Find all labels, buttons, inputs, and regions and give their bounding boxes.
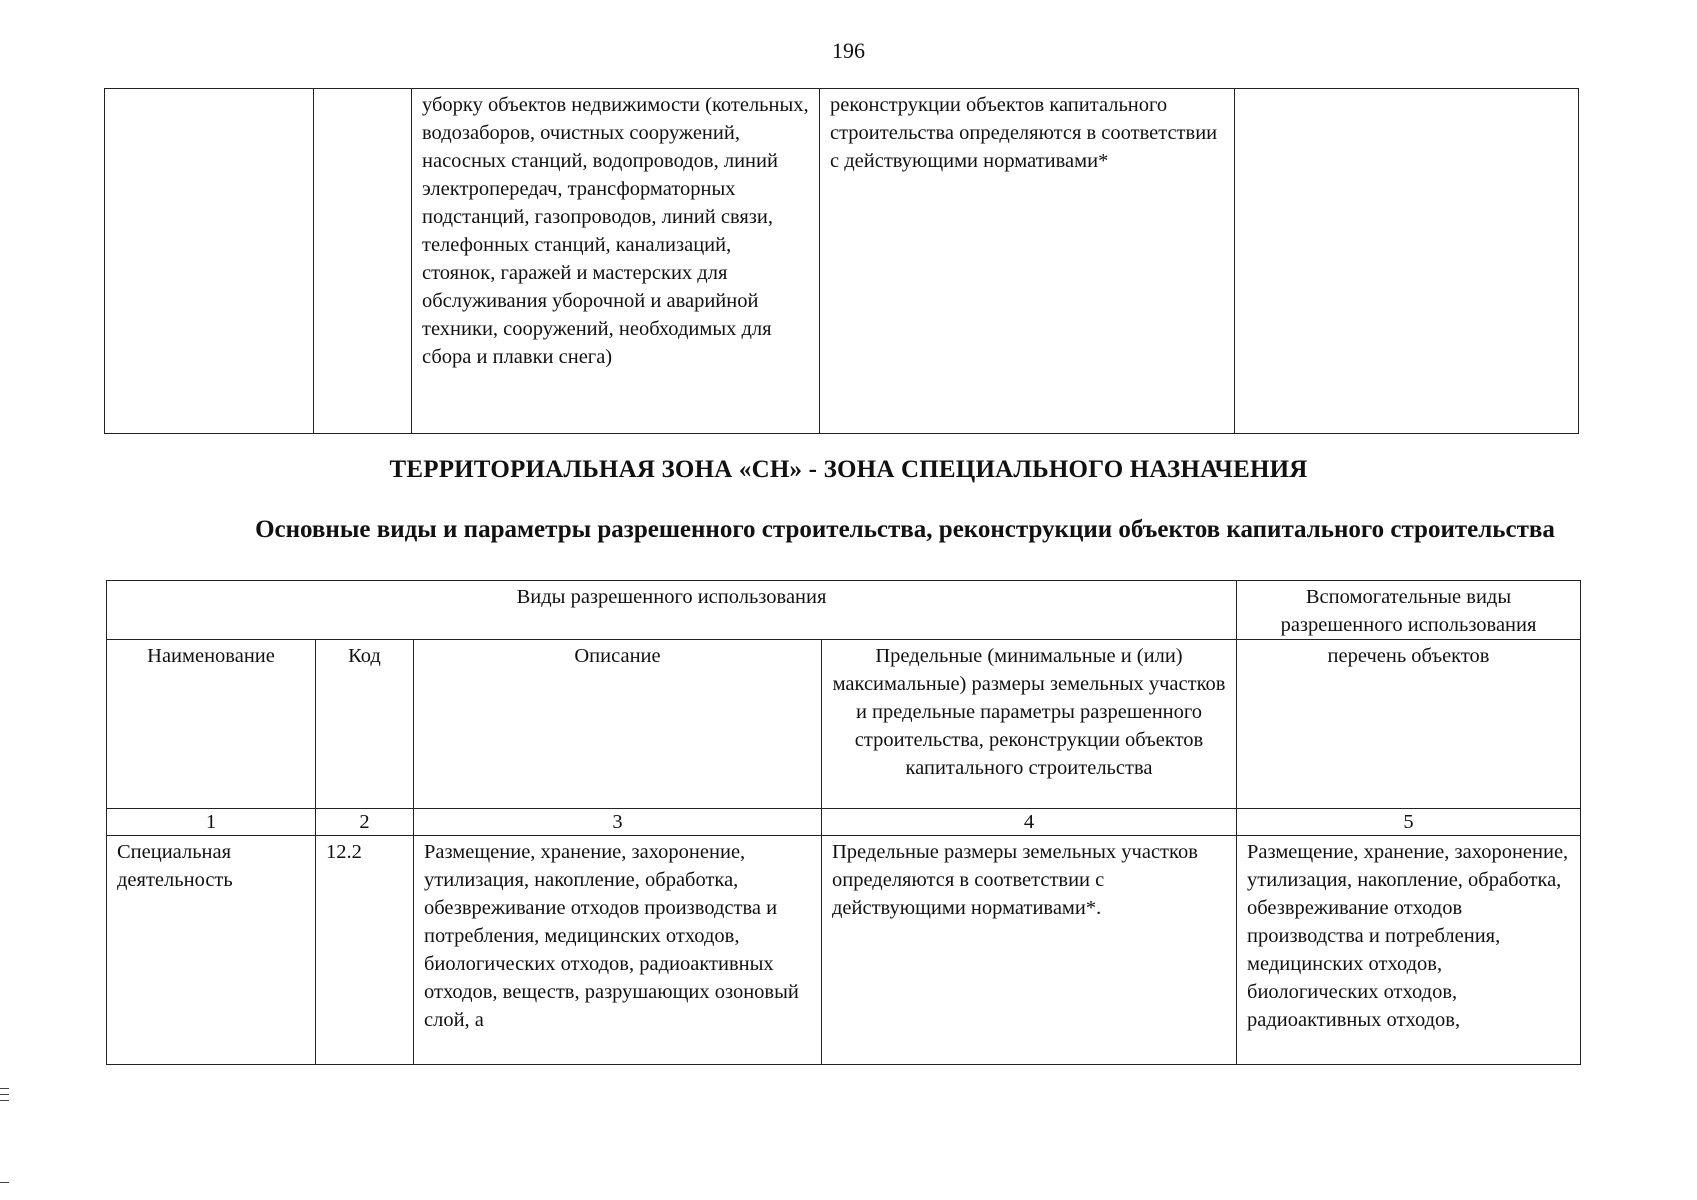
table-row [107,836,1581,1065]
header-row-numbers [107,809,1581,836]
main-table [106,580,1581,1065]
column-number: 4 [822,809,1237,836]
cell-description: Размещение, хранение, захоронение, утилизация, накопление, обработка, обезвреживание отходов производства и потребления, медицинских отходов, биологических отходов, радиоактивных отходов, веществ, разрушающих озоновый слой, а [414,836,822,1065]
column-number: 3 [414,809,822,836]
margin-mark [0,1088,9,1089]
table-row [105,89,1579,434]
section-subtitle: Основные виды и параметры разрешенного строительства, реконструкции объектов капитального строительства [255,516,1555,543]
cell-code [314,89,412,434]
column-number: 1 [107,809,316,836]
aux-group-header: Вспомогательные виды разрешенного использования [1237,581,1581,640]
cell-parameters: Предельные размеры земельных участков определяются в соответствии с действующими нормативами*. [822,836,1237,1065]
cell-auxiliary: Размещение, хранение, захоронение, утилизация, накопление, обработка, обезвреживание отходов производства и потребления, медицинских отходов, биологических отходов, радиоактивных отходов, [1237,836,1581,1065]
margin-mark [0,1100,9,1101]
header-row-columns [107,640,1581,809]
cell-parameters: реконструкции объектов капитального строительства определяются в соответствии с действующими нормативами* [820,89,1235,434]
continuation-table [104,88,1579,434]
margin-mark [0,1094,9,1095]
column-header-code: Код [316,640,414,809]
page-number: 196 [832,38,865,63]
column-header-parameters: Предельные (минимальные и (или) максимальные) размеры земельных участков и предельные параметры разрешенного строительства, реконструкции объектов капитального строительства [822,640,1237,809]
margin-mark [0,1182,9,1183]
group-header: Виды разрешенного использования [107,581,1237,640]
cell-auxiliary [1235,89,1579,434]
cell-name: Специальная деятельность [107,836,316,1065]
column-header-description: Описание [414,640,822,809]
cell-description: уборку объектов недвижимости (котельных, водозаборов, очистных сооружений, насосных станций, водопроводов, линий электропередач, трансформаторных подстанций, газопроводов, линий связи, телефонных станций, канализаций, стоянок, гаражей и мастерских для обслуживания уборочной и аварийной техники, сооружений, необходимых для сбора и плавки снега) [412,89,820,434]
column-number: 5 [1237,809,1581,836]
column-header-aux-list: перечень объектов [1237,640,1581,809]
column-number: 2 [316,809,414,836]
cell-code: 12.2 [316,836,414,1065]
column-header-name: Наименование [107,640,316,809]
zone-title: ТЕРРИТОРИАЛЬНАЯ ЗОНА «СН» - ЗОНА СПЕЦИАЛЬНОГО НАЗНАЧЕНИЯ [389,456,1308,483]
cell-name [105,89,314,434]
header-row-group [107,581,1581,640]
